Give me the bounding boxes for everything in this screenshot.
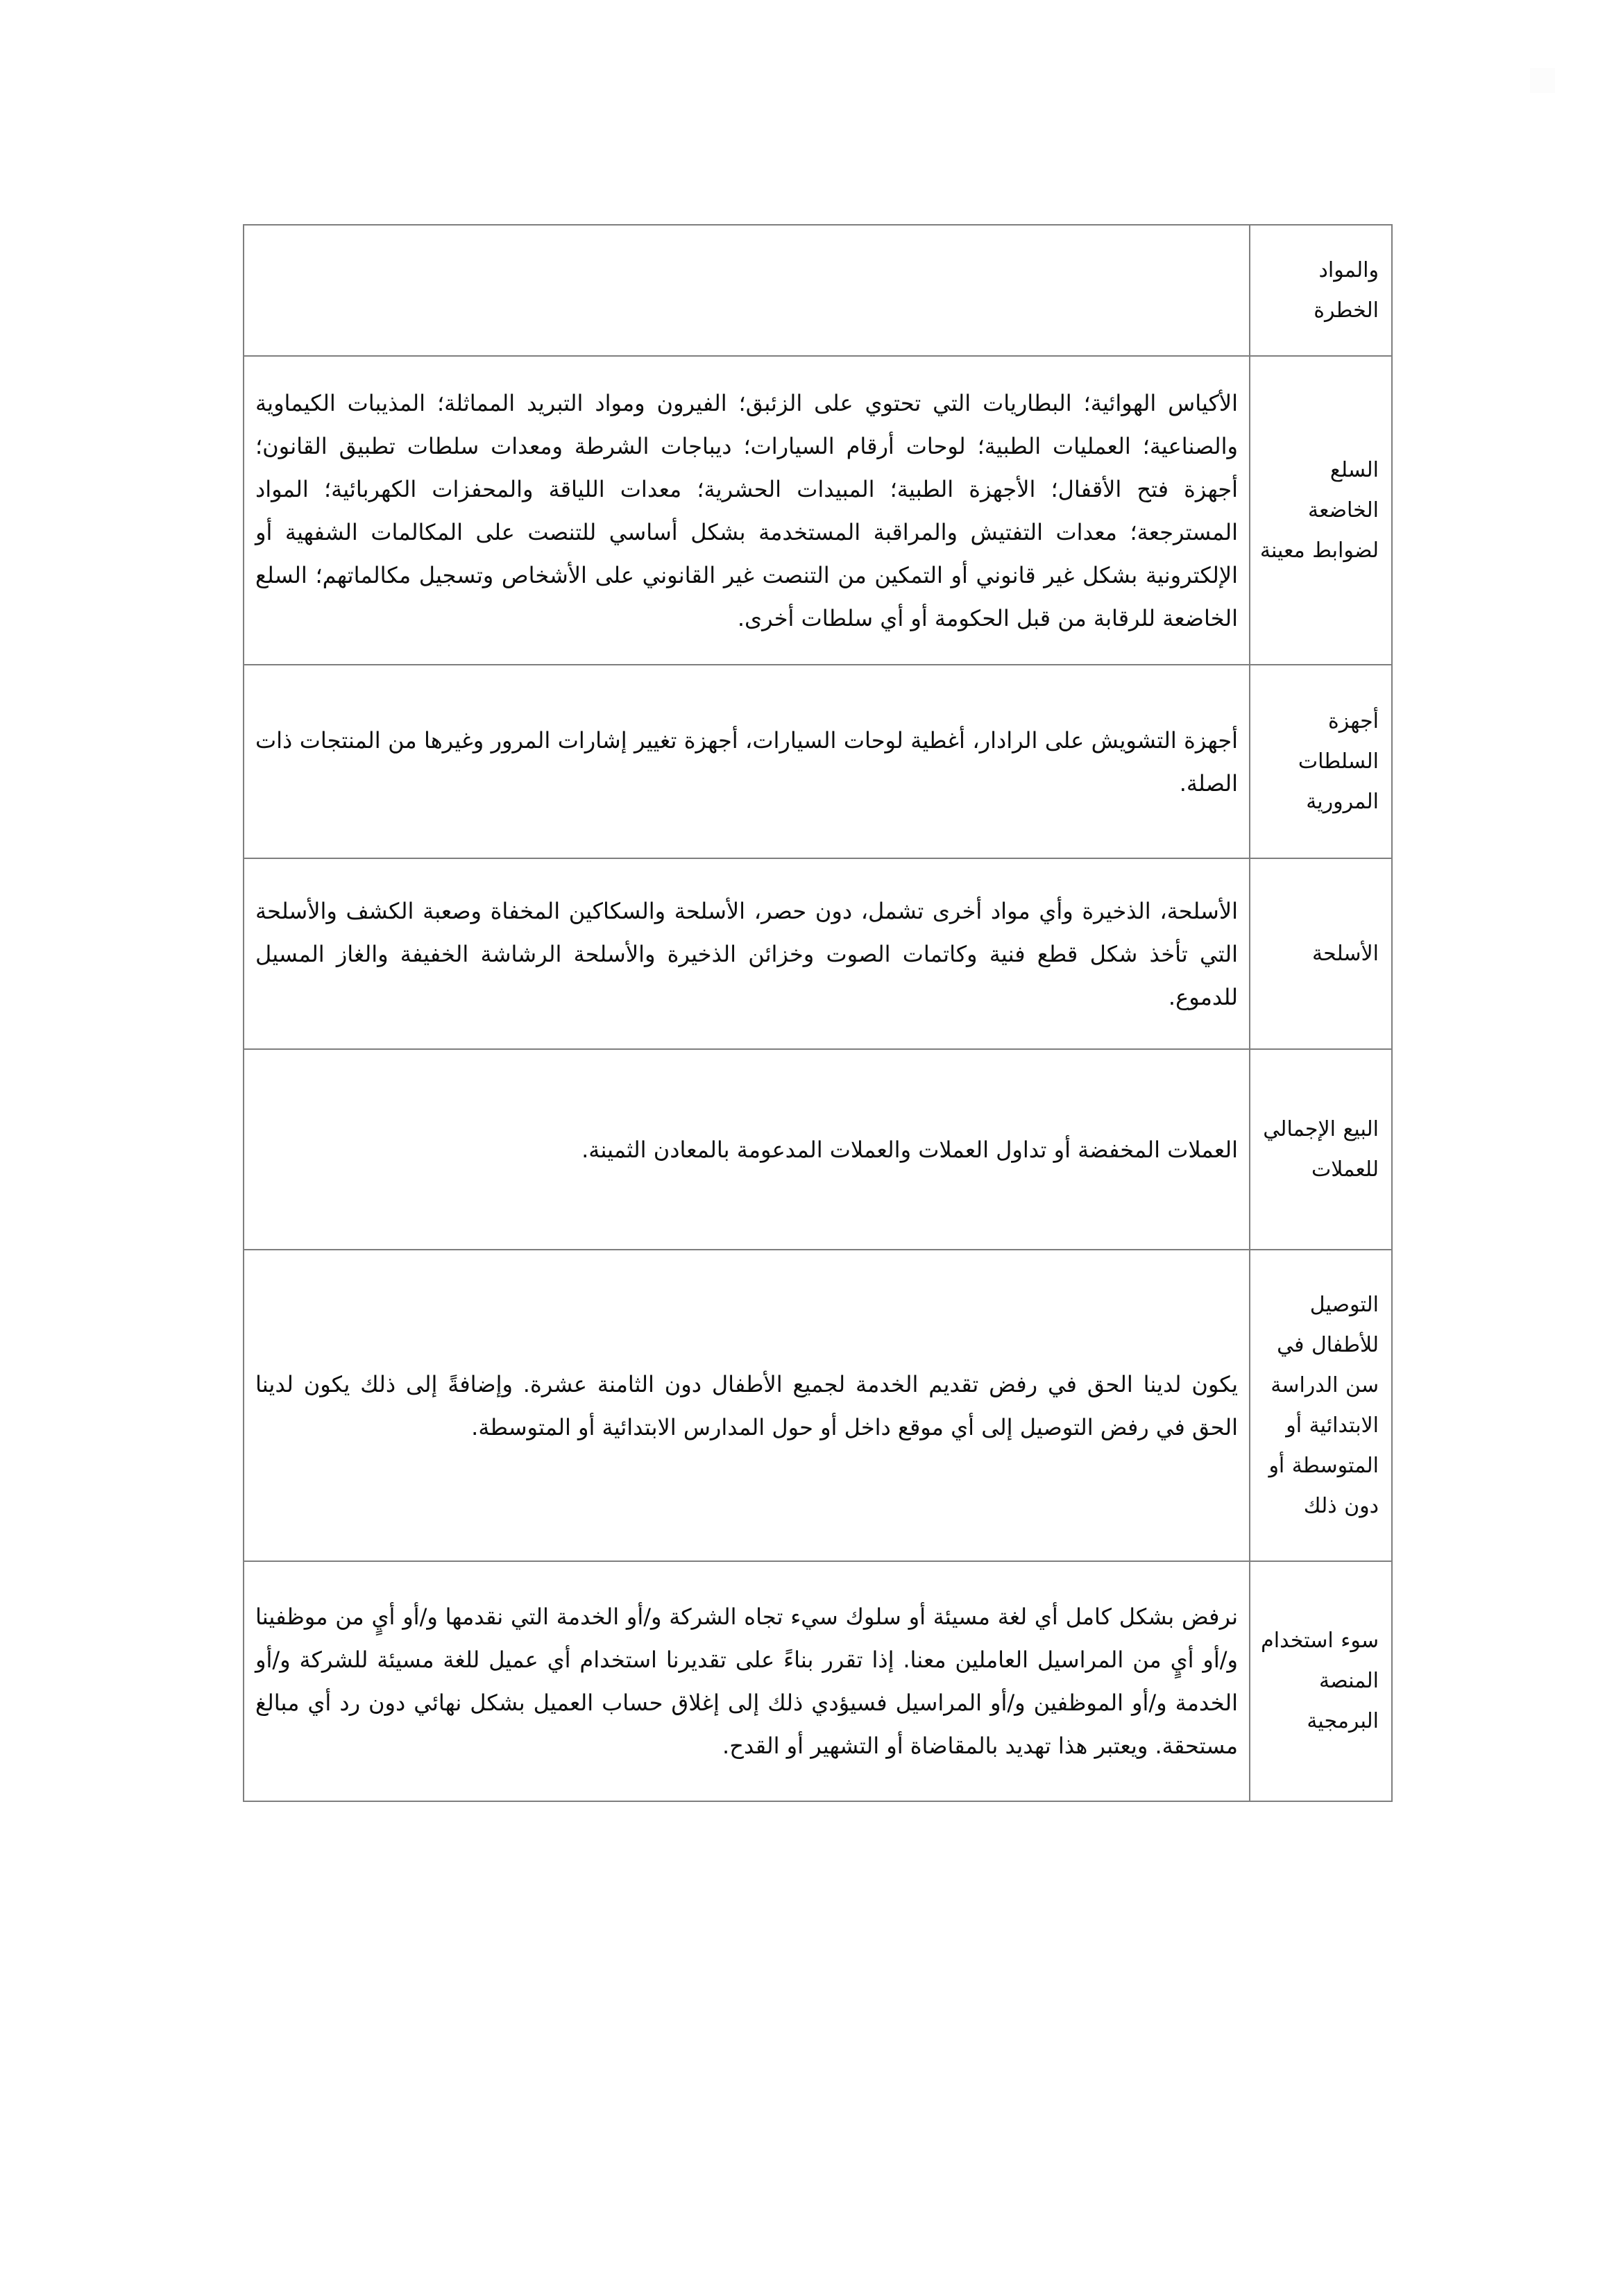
category-cell: والمواد الخطرة: [1250, 225, 1392, 356]
category-cell: أجهزة السلطات المرورية: [1250, 665, 1392, 858]
description-cell: الأسلحة، الذخيرة وأي مواد أخرى تشمل، دون حصر، الأسلحة والسكاكين المخفاة وصعبة الكشف والأسلحة التي تأخذ شكل قطع فنية وكاتمات الصوت وخزائن الذخيرة والأسلحة الرشاشة الخفيفة والغاز المسيل للدموع.: [244, 858, 1250, 1049]
description-cell: العملات المخفضة أو تداول العملات والعملات المدعومة بالمعادن الثمينة.: [244, 1049, 1250, 1250]
category-cell: سوء استخدام المنصة البرمجية: [1250, 1561, 1392, 1801]
description-cell: يكون لدينا الحق في رفض تقديم الخدمة لجميع الأطفال دون الثامنة عشرة. وإضافةً إلى ذلك يكون لدينا الحق في رفض التوصيل إلى أي موقع داخل أو حول المدارس الابتدائية أو المتوسطة.: [244, 1250, 1250, 1561]
description-cell: أجهزة التشويش على الرادار، أغطية لوحات السيارات، أجهزة تغيير إشارات المرور وغيرها من المنتجات ذات الصلة.: [244, 665, 1250, 858]
table-row: [244, 665, 1392, 858]
table-row: [244, 356, 1392, 665]
description-cell: الأكياس الهوائية؛ البطاريات التي تحتوي على الزئبق؛ الفيرون ومواد التبريد المماثلة؛ المذيبات الكيماوية والصناعية؛ العمليات الطبية؛ لوحات أرقام السيارات؛ ديباجات الشرطة ومعدات سلطات تطبيق القانون؛ أجهزة فتح الأقفال؛ الأجهزة الطبية؛ المبيدات الحشرية؛ معدات اللياقة والمحفزات الكهربائية؛ المواد المسترجعة؛ معدات التفتيش والمراقبة المستخدمة بشكل أساسي للتنصت على المكالمات الشفهية أو الإلكترونية بشكل غير قانوني أو التمكين من التنصت غير القانوني على الأشخاص وتسجيل مكالماتهم؛ السلع الخاضعة للرقابة من قبل الحكومة أو أي سلطات أخرى.: [244, 356, 1250, 665]
table-row: [244, 225, 1392, 356]
category-cell: الأسلحة: [1250, 858, 1392, 1049]
prohibited-items-table: [243, 224, 1393, 1802]
table-row: [244, 1250, 1392, 1561]
scan-artifact: [1530, 68, 1555, 93]
description-cell: [244, 225, 1250, 356]
description-cell: نرفض بشكل كامل أي لغة مسيئة أو سلوك سيء تجاه الشركة و/أو الخدمة التي نقدمها و/أو أيٍ من موظفينا و/أو أيٍ من المراسيل العاملين معنا. إذا تقرر بناءً على تقديرنا استخدام أي عميل للغة مسيئة للشركة و/أو الخدمة و/أو الموظفين و/أو المراسيل فسيؤدي ذلك إلى إغلاق حساب العميل بشكل نهائي دون رد أي مبالغ مستحقة. ويعتبر هذا تهديد بالمقاضاة أو التشهير أو القدح.: [244, 1561, 1250, 1801]
table-row: [244, 858, 1392, 1049]
category-cell: البيع الإجمالي للعملات: [1250, 1049, 1392, 1250]
category-cell: السلع الخاضعة لضوابط معينة: [1250, 356, 1392, 665]
category-cell: التوصيل للأطفال في سن الدراسة الابتدائية أو المتوسطة أو دون ذلك: [1250, 1250, 1392, 1561]
table-row: [244, 1049, 1392, 1250]
table-row: [244, 1561, 1392, 1801]
